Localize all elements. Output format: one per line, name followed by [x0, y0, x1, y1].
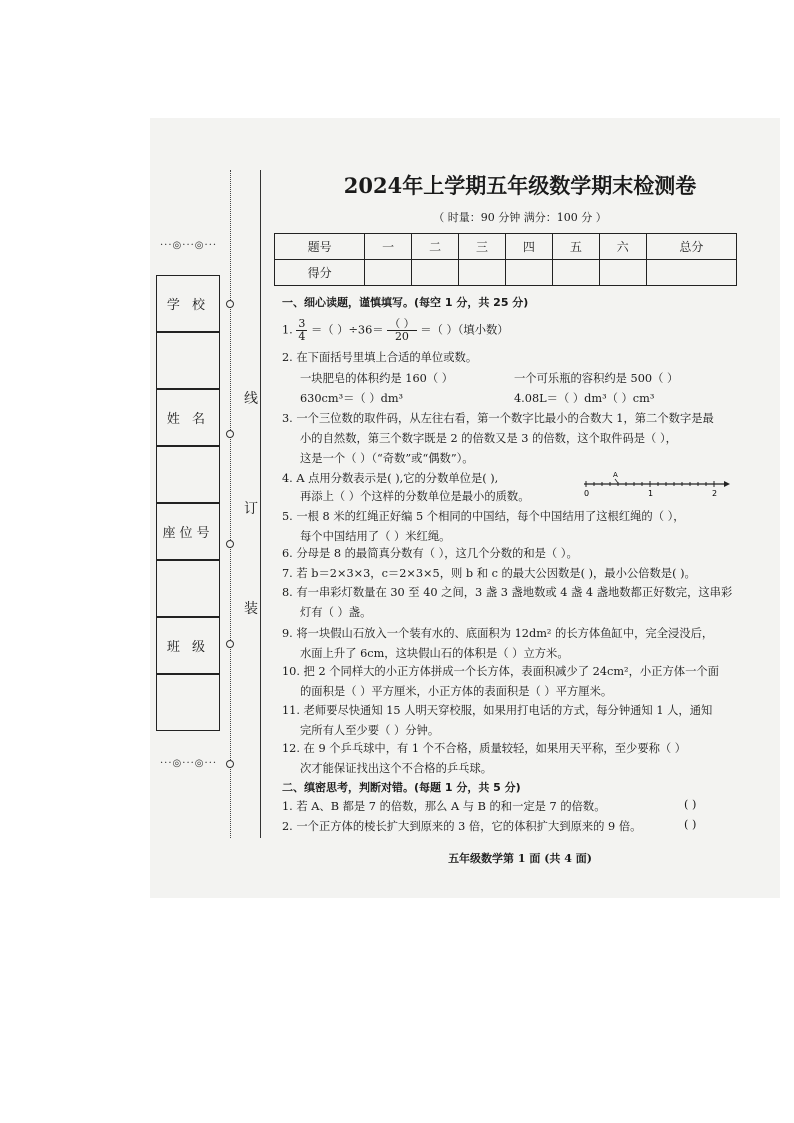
q1-number: 1. [282, 323, 293, 337]
ring-mark [226, 640, 234, 648]
binding-char-line: 线 [244, 391, 258, 407]
score-cell[interactable] [599, 260, 646, 286]
section1-heading: 一、细心读题，谨慎填写。(每空 1 分，共 25 分) [282, 296, 529, 309]
name-field[interactable] [156, 446, 220, 503]
dot-mark-top: ···◎···◎··· [160, 240, 218, 251]
score-header-cell: 三 [459, 234, 506, 260]
q1-fraction-b: $\frac{( )}{20}$ [389, 317, 415, 343]
score-header-cell: 一 [365, 234, 412, 260]
seat-label: 座位号 [156, 503, 220, 560]
q2-c: 630cm³＝（ ）dm³ [300, 392, 404, 405]
binding-dotted-line [230, 170, 231, 838]
score-table [274, 233, 737, 286]
score-header-cell: 二 [412, 234, 459, 260]
question-1 [282, 318, 509, 343]
exam-title: 2024年上学期五年级数学期末检测卷 [343, 173, 697, 198]
seat-field[interactable] [156, 560, 220, 617]
question-5-line1: 5. 一根 8 米的红绳正好编 5 个相同的中国结，每个中国结用了这根红绳的（ ）， [282, 510, 685, 523]
score-cell[interactable] [552, 260, 599, 286]
tick-label-1: 1 [648, 489, 654, 498]
tick-label-0: 0 [584, 489, 590, 498]
question-5-line2: 每个中国结用了（ ）米红绳。 [300, 530, 451, 543]
dot-mark-bottom: ···◎···◎··· [160, 758, 218, 769]
ring-mark [226, 540, 234, 548]
judge-blank-2[interactable]: ( ) [684, 818, 697, 831]
ring-mark [226, 760, 234, 768]
score-header-cell: 五 [552, 234, 599, 260]
score-header-cell: 六 [599, 234, 646, 260]
question-9-line1: 9. 将一块假山石放入一个装有水的、底面积为 12dm² 的长方体鱼缸中，完全浸没后， [282, 627, 714, 640]
question-12-line2: 次才能保证找出这个不合格的乒乓球。 [300, 762, 493, 775]
question-12-line1: 12. 在 9 个乒乓球中，有 1 个不合格，质量较轻，如果用天平称，至少要称（ ） [282, 742, 687, 755]
score-cell[interactable] [459, 260, 506, 286]
judge-blank-1[interactable]: ( ) [684, 798, 697, 811]
question-4-line1: 4. A 点用分数表示是( ),它的分数单位是( ), [282, 472, 499, 485]
q2-a: 一块肥皂的体积约是 160（ ） [300, 372, 454, 385]
question-8-line1: 8. 有一串彩灯数量在 30 至 40 之间，3 盏 3 盏地数或 4 盏 4 盏地数都正好数完，这串彩 [282, 586, 733, 599]
judge-item-2: 2. 一个正方体的棱长扩大到原来的 3 倍，它的体积扩大到原来的 9 倍。 [282, 820, 642, 833]
exam-subtitle: （ 时量：90 分钟 满分：100 分 ） [433, 211, 607, 224]
name-label: 姓 名 [156, 389, 220, 446]
score-header-cell: 题号 [275, 234, 365, 260]
score-row-label: 得分 [275, 260, 365, 286]
question-7: 7. 若 b＝2×3×3，c＝2×3×5，则 b 和 c 的最大公因数是( )，最小公倍数是( )。 [282, 567, 696, 580]
judge-item-1: 1. 若 A、B 都是 7 的倍数，那么 A 与 B 的和一定是 7 的倍数。 [282, 800, 606, 813]
question-10-line2: 的面积是（ ）平方厘米，小正方体的表面积是（ ）平方厘米。 [300, 685, 613, 698]
point-a-label: A [613, 471, 618, 479]
score-table-header-row [275, 234, 737, 260]
question-11-line1: 11. 老师要尽快通知 15 人明天穿校服，如果用打电话的方式，每分钟通知 1 人，通知 [282, 704, 713, 717]
score-cell[interactable] [646, 260, 736, 286]
ring-mark [226, 300, 234, 308]
question-11-line2: 完所有人至少要（ ）分钟。 [300, 724, 440, 737]
ring-mark [226, 430, 234, 438]
q1-fraction-a: $\frac{3}{4}$ [298, 317, 306, 343]
binding-char-bind: 装 [244, 601, 258, 617]
question-3-line2: 小的自然数，第三个数字既是 2 的倍数又是 3 的倍数，这个取件码是（ ）， [300, 432, 677, 445]
question-9-line2: 水面上升了 6cm，这块假山石的体积是（ ）立方米。 [300, 647, 569, 660]
binding-char-order: 订 [244, 501, 258, 517]
number-line [578, 470, 730, 500]
score-cell[interactable] [412, 260, 459, 286]
score-table-score-row [275, 260, 737, 286]
question-3-line3: 这是一个（ ）（“奇数”或“偶数”）。 [300, 452, 474, 465]
question-3-line1: 3. 一个三位数的取件码，从左往右看，第一个数字比最小的合数大 1，第二个数字是最 [282, 412, 714, 425]
score-header-cell: 四 [505, 234, 552, 260]
class-field[interactable] [156, 674, 220, 731]
question-2: 2. 在下面括号里填上合适的单位或数。 [282, 351, 478, 364]
q1-part2: ＝（ ）（填小数） [420, 323, 509, 337]
score-header-cell: 总分 [646, 234, 736, 260]
binding-solid-line [260, 170, 261, 838]
school-label: 学 校 [156, 275, 220, 332]
question-8-line2: 灯有（ ）盏。 [300, 606, 372, 619]
score-cell[interactable] [365, 260, 412, 286]
class-label: 班 级 [156, 617, 220, 674]
score-cell[interactable] [505, 260, 552, 286]
question-4-line2: 再添上（ ）个这样的分数单位是最小的质数。 [300, 490, 530, 503]
q2-d: 4.08L＝（ ）dm³（ ）cm³ [514, 392, 655, 405]
section2-heading: 二、缜密思考，判断对错。(每题 1 分，共 5 分) [282, 781, 521, 794]
q1-part1: ＝（ ）÷36＝ [310, 323, 384, 337]
school-field[interactable] [156, 332, 220, 389]
question-6: 6. 分母是 8 的最简真分数有（ ），这几个分数的和是（ ）。 [282, 547, 578, 560]
q2-b: 一个可乐瓶的容积约是 500（ ） [514, 372, 679, 385]
question-10-line1: 10. 把 2 个同样大的小正方体拼成一个长方体，表面积减少了 24cm²，小正方体一个面 [282, 665, 719, 678]
tick-label-2: 2 [712, 489, 718, 498]
page-footer: 五年级数学第 1 面 (共 4 面) [448, 852, 592, 865]
